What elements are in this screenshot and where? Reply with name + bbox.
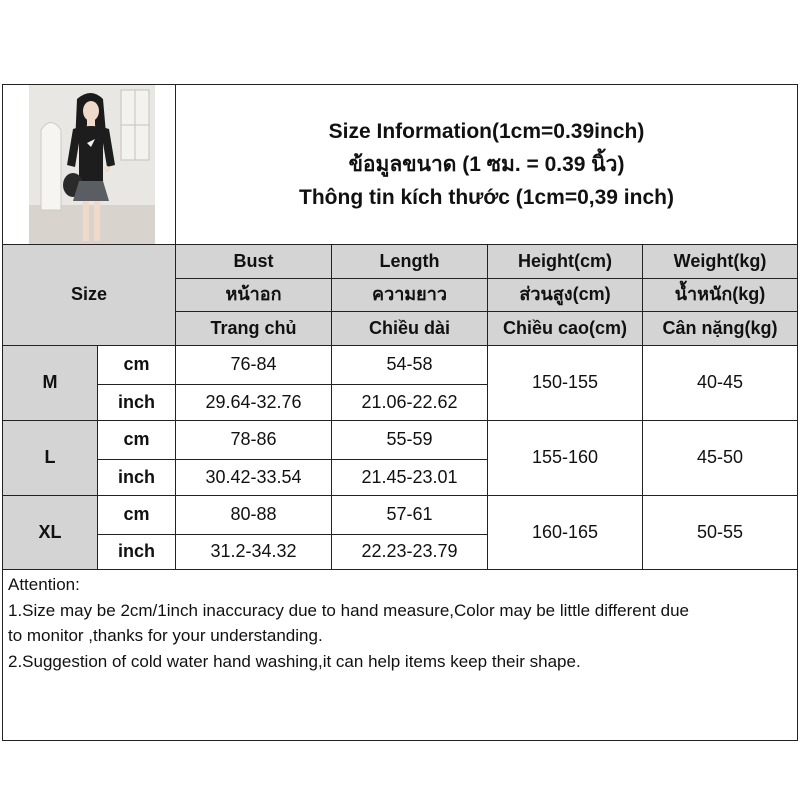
weight-l: 45-50 bbox=[642, 420, 798, 496]
length-inch-l: 21.45-23.01 bbox=[331, 459, 488, 496]
height-l: 155-160 bbox=[487, 420, 643, 496]
header-weight-en: Weight(kg) bbox=[642, 244, 798, 279]
length-cm-m: 54-58 bbox=[331, 345, 488, 385]
header-length-en: Length bbox=[331, 244, 488, 279]
length-cm-l: 55-59 bbox=[331, 420, 488, 460]
size-label-xl: XL bbox=[2, 495, 98, 570]
title-english: Size Information(1cm=0.39inch) bbox=[328, 119, 645, 143]
header-length-vi: Chiều dài bbox=[331, 311, 488, 346]
title-block bbox=[175, 84, 798, 245]
notes-heading: Attention: bbox=[8, 575, 80, 594]
length-inch-xl: 22.23-23.79 bbox=[331, 534, 488, 570]
bust-inch-m: 29.64-32.76 bbox=[175, 384, 332, 421]
header-height-en: Height(cm) bbox=[487, 244, 643, 279]
notes-line-3: 2.Suggestion of cold water hand washing,it can help items keep their shape. bbox=[8, 651, 581, 671]
unit-cm-l: cm bbox=[97, 420, 176, 460]
header-length-th: ความยาว bbox=[331, 278, 488, 312]
unit-inch-xl: inch bbox=[97, 534, 176, 570]
bust-inch-xl: 31.2-34.32 bbox=[175, 534, 332, 570]
header-weight-th: น้ำหนัก(kg) bbox=[642, 278, 798, 312]
unit-cm-xl: cm bbox=[97, 495, 176, 535]
notes-line-2: to monitor ,thanks for your understanding. bbox=[8, 626, 323, 645]
attention-notes bbox=[2, 569, 798, 741]
length-cm-xl: 57-61 bbox=[331, 495, 488, 535]
product-photo bbox=[2, 84, 176, 245]
header-weight-vi: Cân nặng(kg) bbox=[642, 311, 798, 346]
height-m: 150-155 bbox=[487, 345, 643, 421]
header-height-vi: Chiều cao(cm) bbox=[487, 311, 643, 346]
weight-xl: 50-55 bbox=[642, 495, 798, 570]
unit-inch-m: inch bbox=[97, 384, 176, 421]
header-size: Size bbox=[2, 244, 176, 346]
title-vietnamese: Thông tin kích thước (1cm=0,39 inch) bbox=[299, 186, 674, 210]
header-bust-vi: Trang chủ bbox=[175, 311, 332, 346]
size-label-l: L bbox=[2, 420, 98, 496]
length-inch-m: 21.06-22.62 bbox=[331, 384, 488, 421]
bust-cm-l: 78-86 bbox=[175, 420, 332, 460]
header-bust-en: Bust bbox=[175, 244, 332, 279]
unit-cm-m: cm bbox=[97, 345, 176, 385]
bust-cm-m: 76-84 bbox=[175, 345, 332, 385]
notes-line-1: 1.Size may be 2cm/1inch inaccuracy due to hand measure,Color may be little different due bbox=[8, 600, 689, 620]
weight-m: 40-45 bbox=[642, 345, 798, 421]
bust-cm-xl: 80-88 bbox=[175, 495, 332, 535]
header-bust-th: หน้าอก bbox=[175, 278, 332, 312]
title-thai: ข้อมูลขนาด (1 ซม. = 0.39 นิ้ว) bbox=[348, 152, 625, 176]
header-height-th: ส่วนสูง(cm) bbox=[487, 278, 643, 312]
bust-inch-l: 30.42-33.54 bbox=[175, 459, 332, 496]
model-photo-image bbox=[3, 85, 175, 244]
size-label-m: M bbox=[2, 345, 98, 421]
unit-inch-l: inch bbox=[97, 459, 176, 496]
height-xl: 160-165 bbox=[487, 495, 643, 570]
